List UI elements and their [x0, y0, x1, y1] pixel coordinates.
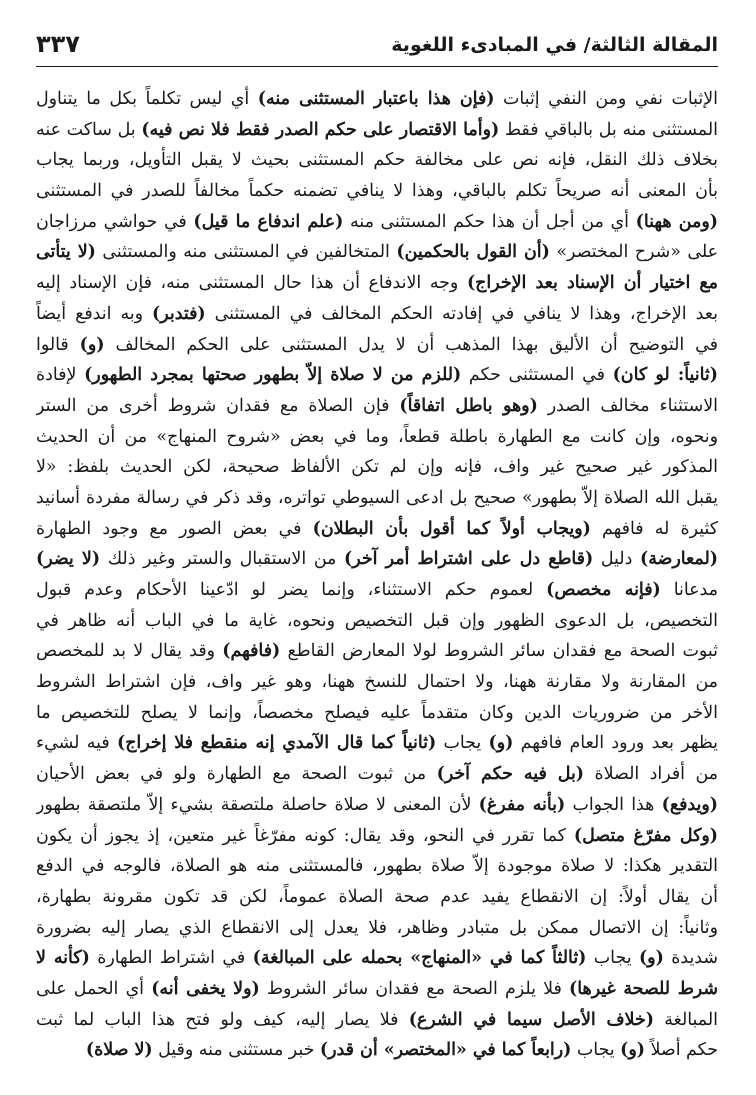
commentary-text: هذا الجواب	[565, 794, 662, 815]
commentary-text: فإن الصلاة مع فقدان شروط أخرى من الستر	[36, 395, 400, 416]
matn-quote: (وكل مفرّغ متصل)	[573, 825, 718, 846]
running-head: المقالة الثالثة/ في المبادىء اللغوية	[391, 34, 718, 56]
commentary-text: دليل	[593, 549, 640, 570]
text-line	[36, 1035, 718, 1066]
matn-quote: (فافهم)	[222, 641, 281, 662]
commentary-text: في التوضيح أن الأليق بهذا المذهب أن لا يدل المستثنى على الحكم المخالف	[104, 334, 718, 355]
text-line	[36, 851, 718, 882]
text-line	[36, 913, 718, 944]
matn-quote: (وهو باطل اتفاقاً)	[399, 395, 538, 416]
matn-quote: (ثانياً: لو كان)	[612, 365, 718, 386]
matn-quote: شرط للصحة غيرها)	[569, 978, 718, 999]
text-line	[36, 176, 718, 207]
text-line	[36, 943, 718, 974]
commentary-text: لإفادة	[36, 365, 85, 386]
commentary-text: المتخالفين في المستثنى منه والمستثنى	[95, 242, 397, 263]
text-line	[36, 636, 718, 667]
commentary-text: فلا يلزم الصحة مع فقدان سائر الشروط	[259, 978, 569, 999]
commentary-text: فلا يصار إليه، كيف ولو فتح هذا الباب لما ثبت	[36, 1009, 409, 1030]
commentary-text: حكم أصلاً	[645, 1040, 718, 1061]
matn-quote: (لمعارضة)	[640, 549, 718, 570]
text-line	[36, 514, 718, 545]
text-line	[36, 575, 718, 606]
matn-quote: (بأنه مفرغ)	[478, 794, 566, 815]
matn-quote: (قاطع دل على اشتراط أمر آخر)	[344, 549, 594, 570]
matn-quote: (ويدفع)	[661, 794, 718, 815]
commentary-text: التقدير هكذا: لا صلاة موجودة إلاّ صلاة بطهور، فالمستثنى منه هو الصلاة، فالوجه في الدفع	[36, 856, 718, 877]
commentary-text: لأن المعنى لا صلاة حاصلة ملتصقة بشيء إلاّ ملتصقة بطهور	[36, 794, 479, 815]
commentary-text: بل ساكت عنه	[36, 119, 142, 140]
matn-quote: (ثالثاً كما في «المنهاج» بحمله على المبالغة)	[252, 948, 587, 969]
commentary-text: من الاستقبال والستر وغير ذلك	[100, 549, 345, 570]
commentary-text: أن يقال أولاً: إن الانقطاع يفيد عدم صحة الصلاة عموماً، لكن قد تكون مقرونة بطهارة،	[36, 886, 718, 907]
commentary-text: بأن المعنى أنه صريحاً تكلم بالباقي، وهذا لا ينافي تضمنه حكماً مخالفاً للصدر في المستثنى	[36, 181, 718, 202]
commentary-text: المذكور غير صحيح غير واف، فإنه وإن لم تكن الألفاظ صحيحة، لكن الحديث بلفظ: «لا	[36, 457, 718, 478]
commentary-text: شديدة	[663, 948, 718, 969]
matn-quote: (خلاف الأصل سيما في الشرع)	[408, 1009, 654, 1030]
commentary-text: خبر مستثنى منه وقيل	[152, 1040, 320, 1061]
commentary-text: في اشتراط الطهارة	[89, 948, 253, 969]
matn-quote: (أن القول بالحكمين)	[396, 242, 550, 263]
commentary-text: من أفراد الصلاة	[584, 764, 718, 785]
commentary-text: أي من أجل أن هذا حكم المستثنى منه	[343, 211, 636, 232]
commentary-text: بخلاف ذلك النقل، فإنه نص على مخالفة حكم المستثنى بحيث لا يقبل التأويل، وربما يجاب	[36, 150, 718, 171]
commentary-text: على «شرح المختصر»	[549, 242, 718, 263]
text-line	[36, 330, 718, 361]
matn-quote: (فإنه مخصص)	[546, 580, 661, 600]
matn-quote: (فإن هذا باعتبار المستثنى منه)	[257, 89, 495, 109]
text-line	[36, 1005, 718, 1036]
matn-quote: (بل فيه حكم آخر)	[436, 764, 585, 785]
commentary-text: من ثبوت الصحة مع الطهارة ولو في بعض الأحيان	[36, 764, 437, 785]
commentary-text: كثيرة له فافهم	[590, 518, 718, 539]
commentary-text: يقبل الله الصلاة إلاّ بطهور» صحيح بل ادعى السيوطي تواتره، وقد ذكر في رسالة مفردة أسانيد	[36, 487, 718, 508]
matn-quote: (لا يضر)	[36, 549, 101, 570]
commentary-text: أي الحمل على	[36, 978, 152, 999]
commentary-text: يجاب	[436, 733, 489, 754]
text-line	[36, 667, 718, 698]
commentary-text: وجه الاندفاع أن هذا حال المستثنى منه، فإن الإسناد إليه	[36, 273, 467, 294]
commentary-text: أي ليس تكلماً بكل ما يتناول	[36, 89, 258, 109]
matn-quote: (علم اندفاع ما قيل)	[193, 211, 344, 232]
commentary-text: وقد يقال لا بد للمخصص	[36, 641, 223, 662]
matn-quote: (كأنه لا	[36, 948, 90, 969]
text-line	[36, 84, 718, 115]
commentary-text: يجاب	[586, 948, 639, 969]
page-number: ٣٣٧	[36, 30, 80, 58]
matn-quote: (و)	[620, 1040, 646, 1061]
matn-quote: (ولا يخفى أنه)	[151, 978, 260, 999]
text-line	[36, 452, 718, 483]
commentary-text: من المقارنة ولا مقارنة ههنا، ولا احتمال للنسخ ههنا، وهو غير واف، فإن اشتراط الشروط	[36, 672, 718, 693]
commentary-text: التخصيص، بل الدعوى الظهور وإن قبل التخصيص ونحوه، غاية ما في الباب أنه ظاهر في	[36, 610, 718, 631]
matn-quote: (ثانياً كما قال الآمدي إنه منقطع فلا إخراج)	[116, 733, 437, 754]
text-line	[36, 544, 718, 575]
text-line	[36, 698, 718, 729]
text-line	[36, 237, 718, 268]
matn-quote: (لا صلاة)	[85, 1040, 153, 1061]
matn-quote: (رابعاً كما في «المختصر» أن قدر)	[319, 1040, 572, 1061]
text-line	[36, 483, 718, 514]
page-header	[36, 26, 718, 67]
commentary-text: لعموم حكم الاستثناء، وإنما يضر لو ادّعينا الأحكام وعدم قبول	[36, 580, 547, 600]
commentary-text: في حواشي مرزاجان	[36, 211, 194, 232]
body-text	[36, 84, 718, 1066]
commentary-text: الأخر من ضروريات الدين وكان متقدماً عليه فيصلح مخصصاً، وإنما لا يصلح للتخصيص ما	[36, 702, 718, 723]
text-line	[36, 974, 718, 1005]
text-line	[36, 299, 718, 330]
commentary-text: المستثنى منه بل بالباقي فقط	[499, 119, 718, 140]
text-line	[36, 821, 718, 852]
commentary-text: الاستثناء مخالف الصدر	[537, 395, 718, 416]
commentary-text: بعد الإخراج، وهذا لا ينافي في إفادته الحكم المخالف في المستثنى	[205, 303, 718, 324]
matn-quote: (لا يتأتى	[36, 242, 96, 263]
text-line	[36, 360, 718, 391]
matn-quote: (ويجاب أولاً كما أقول بأن البطلان)	[312, 518, 591, 539]
text-line	[36, 391, 718, 422]
commentary-text: فيه لشيء	[36, 733, 117, 754]
commentary-text: في المستثنى حكم	[461, 365, 613, 386]
matn-quote: (وأما الاقتصار على حكم الصدر فقط فلا نص فيه)	[141, 119, 500, 140]
matn-quote: (فتدبر)	[152, 303, 206, 324]
commentary-text: الإثبات نفي ومن النفي إثبات	[494, 89, 718, 109]
matn-quote: مع اختيار أن الإسناد بعد الإخراج)	[466, 273, 718, 294]
commentary-text: قالوا	[36, 334, 80, 355]
text-line	[36, 728, 718, 759]
matn-quote: (و)	[488, 733, 514, 754]
text-line	[36, 759, 718, 790]
text-line	[36, 882, 718, 913]
matn-quote: (للزم من لا صلاة إلاّ بطهور صحتها بمجرد الطهور)	[84, 365, 462, 386]
commentary-text: مدعانا	[660, 580, 718, 600]
text-line	[36, 207, 718, 238]
text-line	[36, 145, 718, 176]
commentary-text: يظهر بعد ورود العام فافهم	[513, 733, 718, 754]
commentary-text: ونحوه، وإن كانت مع الطهارة باطلة قطعاً، وما في بعض «شروح المنهاج» من أن الحديث	[36, 426, 718, 447]
commentary-text: وبه اندفع أيضاً	[36, 303, 153, 324]
matn-quote: (و)	[79, 334, 105, 355]
matn-quote: (و)	[638, 948, 664, 969]
text-line	[36, 606, 718, 637]
commentary-text: في بعض الصور مع وجود الطهارة	[36, 518, 313, 539]
commentary-text: ثبوت الصحة مع فقدان سائر الشروط لولا المعارض القاطع	[280, 641, 718, 662]
commentary-text: المبالغة	[653, 1009, 718, 1030]
text-line	[36, 790, 718, 821]
commentary-text: كما تقرر في النحو، وقد يقال: كونه مفرّغاً غير متعين، إذ يجوز أن يكون	[36, 825, 574, 846]
text-line	[36, 115, 718, 146]
text-line	[36, 268, 718, 299]
matn-quote: (ومن ههنا)	[635, 211, 718, 232]
commentary-text: يجاب	[571, 1040, 621, 1061]
text-line	[36, 422, 718, 453]
commentary-text: وثانياً: إن الاتصال ممكن بل متبادر وظاهر، فلا يعدل إلى الانقطاع الذي يصار إليه بضرورة	[36, 917, 718, 938]
